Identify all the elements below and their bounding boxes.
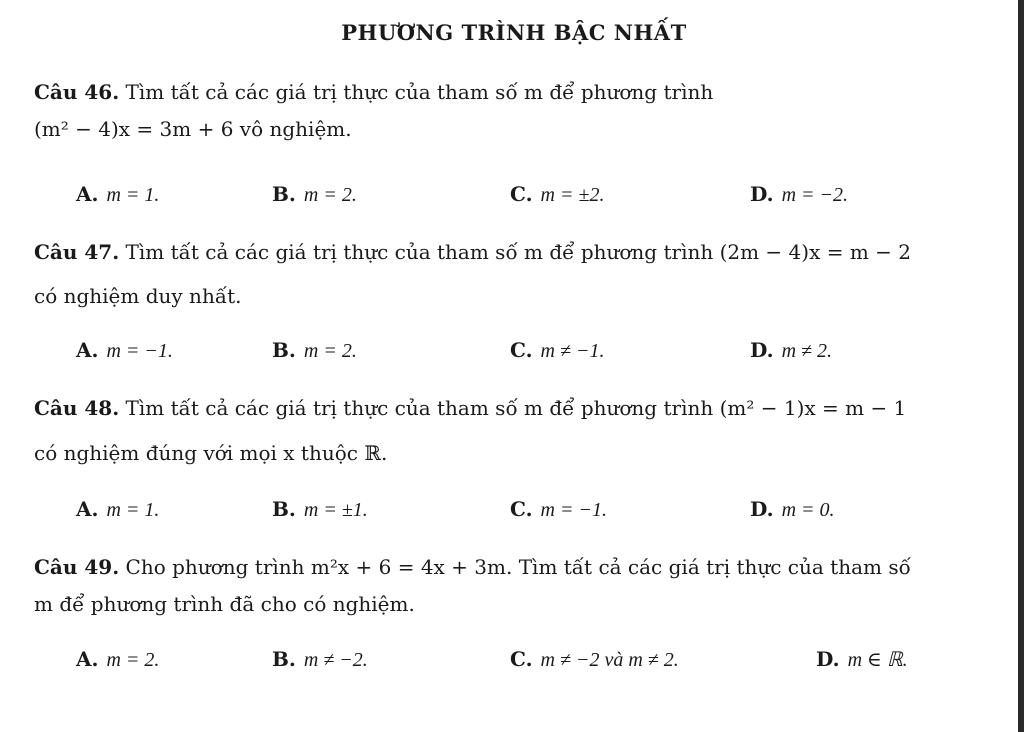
question-48-label: Câu 48. xyxy=(34,396,120,420)
question-48-line-2: có nghiệm đúng với mọi x thuộc ℝ. xyxy=(34,441,388,465)
question-49-label: Câu 49. xyxy=(34,555,120,579)
question-47-label: Câu 47. xyxy=(34,240,120,264)
question-49-option-c[interactable]: C. m ≠ −2 và m ≠ 2. xyxy=(510,647,679,671)
question-49-line-1 xyxy=(34,555,911,579)
question-46-line-2: (m² − 4)x = 3m + 6 vô nghiệm. xyxy=(34,117,352,141)
question-46-text-1: Tìm tất cả các giá trị thực của tham số m để phương trình xyxy=(125,80,714,104)
question-46-label: Câu 46. xyxy=(34,80,120,104)
question-48-option-b[interactable]: B. m = ±1. xyxy=(272,497,368,521)
question-48-text-1: Tìm tất cả các giá trị thực của tham số m để phương trình (m² − 1)x = m − 1 xyxy=(125,396,907,420)
question-46-option-c[interactable]: C. m = ±2. xyxy=(510,182,605,206)
question-47-line-2: có nghiệm duy nhất. xyxy=(34,284,242,308)
page-title: PHƯƠNG TRÌNH BẬC NHẤT xyxy=(341,20,687,45)
question-47-option-b[interactable]: B. m = 2. xyxy=(272,338,357,362)
question-48-line-1 xyxy=(34,396,906,420)
question-47-option-d[interactable]: D. m ≠ 2. xyxy=(750,338,833,362)
question-46-line-1 xyxy=(34,80,713,104)
worksheet-page xyxy=(34,0,994,732)
question-48-option-d[interactable]: D. m = 0. xyxy=(750,497,835,521)
question-47-option-c[interactable]: C. m ≠ −1. xyxy=(510,338,605,362)
question-49-option-a[interactable]: A. m = 2. xyxy=(76,647,160,671)
question-46-option-a[interactable]: A. m = 1. xyxy=(76,182,160,206)
question-49-line-2: m để phương trình đã cho có nghiệm. xyxy=(34,592,415,616)
question-48-option-a[interactable]: A. m = 1. xyxy=(76,497,160,521)
question-49-option-d[interactable]: D. m ∈ ℝ. xyxy=(816,647,908,671)
question-47-option-a[interactable]: A. m = −1. xyxy=(76,338,173,362)
question-48-option-c[interactable]: C. m = −1. xyxy=(510,497,607,521)
question-46-option-b[interactable]: B. m = 2. xyxy=(272,182,357,206)
question-47-text-1: Tìm tất cả các giá trị thực của tham số m để phương trình (2m − 4)x = m − 2 xyxy=(125,240,911,264)
right-edge-border xyxy=(1018,0,1024,732)
question-49-text-1: Cho phương trình m²x + 6 = 4x + 3m. Tìm tất cả các giá trị thực của tham số xyxy=(125,555,911,579)
question-49-option-b[interactable]: B. m ≠ −2. xyxy=(272,647,368,671)
question-47-line-1 xyxy=(34,240,911,264)
question-46-option-d[interactable]: D. m = −2. xyxy=(750,182,849,206)
